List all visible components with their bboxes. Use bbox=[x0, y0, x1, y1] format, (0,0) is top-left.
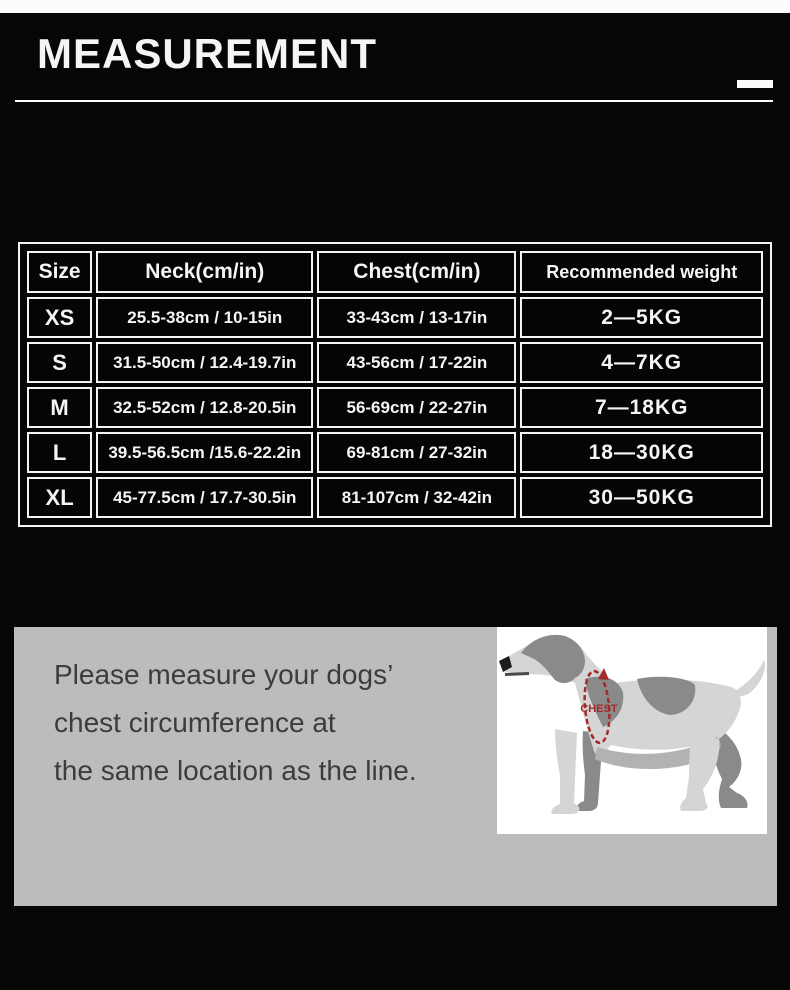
chest-cell: 81-107cm / 32-42in bbox=[317, 477, 516, 518]
chest-cell: 56-69cm / 22-27in bbox=[317, 387, 516, 428]
note-line-2: chest circumference at bbox=[54, 707, 336, 738]
size-cell: XL bbox=[27, 477, 92, 518]
neck-cell: 31.5-50cm / 12.4-19.7in bbox=[96, 342, 313, 383]
weight-cell: 18—30KG bbox=[520, 432, 763, 473]
dog-tail bbox=[735, 660, 765, 696]
weight-cell: 4—7KG bbox=[520, 342, 763, 383]
dog-mouth-line bbox=[505, 672, 529, 676]
size-cell: L bbox=[27, 432, 92, 473]
size-table bbox=[23, 247, 767, 522]
weight-cell: 2—5KG bbox=[520, 297, 763, 338]
chest-cell: 69-81cm / 27-32in bbox=[317, 432, 516, 473]
size-table-container bbox=[18, 242, 772, 527]
col-header-chest: Chest(cm/in) bbox=[317, 251, 516, 293]
measure-note-text bbox=[54, 651, 417, 795]
chest-cell: 43-56cm / 17-22in bbox=[317, 342, 516, 383]
dog-measurement-illustration bbox=[497, 627, 767, 834]
header-underline bbox=[15, 100, 773, 102]
chest-cell: 33-43cm / 13-17in bbox=[317, 297, 516, 338]
table-header-row bbox=[27, 251, 763, 293]
col-header-neck: Neck(cm/in) bbox=[96, 251, 313, 293]
size-cell: S bbox=[27, 342, 92, 383]
table-row bbox=[27, 297, 763, 338]
neck-cell: 39.5-56.5cm /15.6-22.2in bbox=[96, 432, 313, 473]
dog-front-leg-near bbox=[551, 729, 579, 814]
neck-cell: 25.5-38cm / 10-15in bbox=[96, 297, 313, 338]
size-cell: XS bbox=[27, 297, 92, 338]
top-white-strip bbox=[0, 0, 790, 13]
measure-note-panel bbox=[14, 627, 777, 906]
table-row bbox=[27, 342, 763, 383]
header-dash-decoration bbox=[737, 80, 773, 88]
neck-cell: 32.5-52cm / 12.8-20.5in bbox=[96, 387, 313, 428]
chest-label: CHEST bbox=[580, 703, 618, 715]
col-header-weight: Recommended weight bbox=[520, 251, 763, 293]
col-header-size: Size bbox=[27, 251, 92, 293]
note-line-3: the same location as the line. bbox=[54, 755, 417, 786]
table-row bbox=[27, 477, 763, 518]
dog-illustration-svg bbox=[497, 627, 767, 834]
weight-cell: 7—18KG bbox=[520, 387, 763, 428]
table-row bbox=[27, 432, 763, 473]
table-row bbox=[27, 387, 763, 428]
note-line-1: Please measure your dogs’ bbox=[54, 659, 394, 690]
size-cell: M bbox=[27, 387, 92, 428]
page-title: MEASUREMENT bbox=[37, 30, 378, 77]
weight-cell: 30—50KG bbox=[520, 477, 763, 518]
neck-cell: 45-77.5cm / 17.7-30.5in bbox=[96, 477, 313, 518]
